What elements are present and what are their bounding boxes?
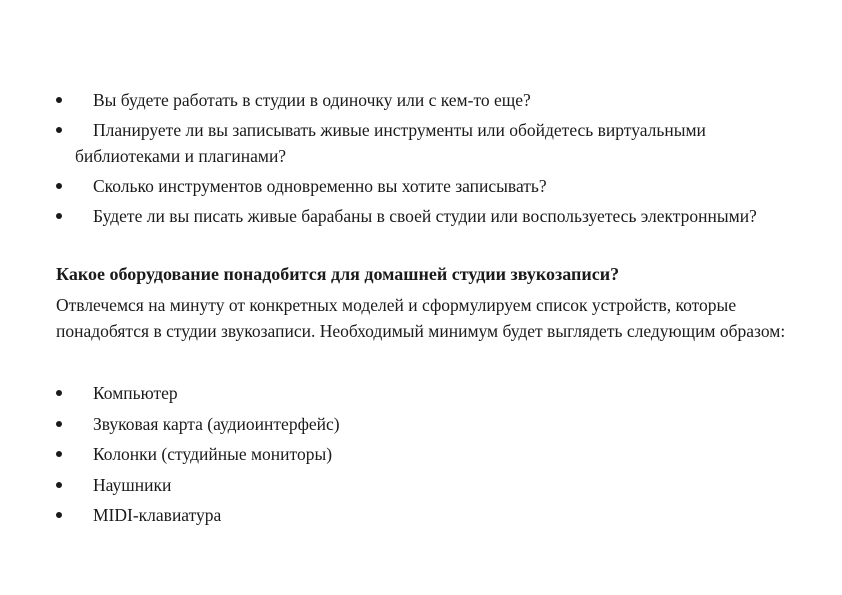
bullet-icon: [56, 127, 62, 133]
list-item-text: Сколько инструментов одновременно вы хотите записывать?: [93, 176, 547, 196]
equipment-list: [0, 378, 340, 531]
list-item: [0, 500, 340, 531]
bullet-icon: [56, 482, 62, 488]
list-item-text: Наушники: [93, 474, 172, 495]
bullet-icon: [56, 97, 62, 103]
bullet-icon: [56, 183, 62, 189]
list-item-text: Вы будете работать в студии в одиночку или с кем-то еще?: [93, 90, 531, 110]
questions-list: [0, 87, 795, 233]
list-item-text: MIDI-клавиатура: [93, 505, 222, 525]
bullet-icon: [56, 451, 62, 457]
list-item-text: Звуковая карта (аудиоинтерфейс): [93, 413, 340, 434]
list-item-text: Будете ли вы писать живые барабаны в своей студии или воспользуетесь электронными?: [93, 206, 757, 226]
section-heading: Какое оборудование понадобится для домашней студии звукозаписи?: [56, 264, 620, 284]
list-item-text: Колонки (студийные мониторы): [93, 444, 333, 464]
list-item: [0, 203, 795, 229]
bullet-icon: [56, 213, 62, 219]
list-item: [0, 378, 340, 409]
section-paragraph: Отвлечемся на минуту от конкретных моделей и сформулируем список устройств, которые понадобятся в студии звукозаписи. Необходимый минимум будет выглядеть следующим образом:: [56, 295, 786, 341]
list-item: [0, 117, 795, 169]
list-item: [0, 439, 340, 470]
list-item: [0, 87, 795, 113]
bullet-icon: [56, 390, 62, 396]
list-item: [0, 409, 340, 440]
list-item-text: Компьютер: [93, 383, 178, 403]
list-item: [0, 173, 795, 199]
bullet-icon: [56, 421, 62, 427]
list-item-text: Планируете ли вы записывать живые инструменты или обойдетесь виртуальными библиотеками и плагинами?: [75, 120, 706, 166]
bullet-icon: [56, 512, 62, 518]
list-item: [0, 470, 340, 501]
